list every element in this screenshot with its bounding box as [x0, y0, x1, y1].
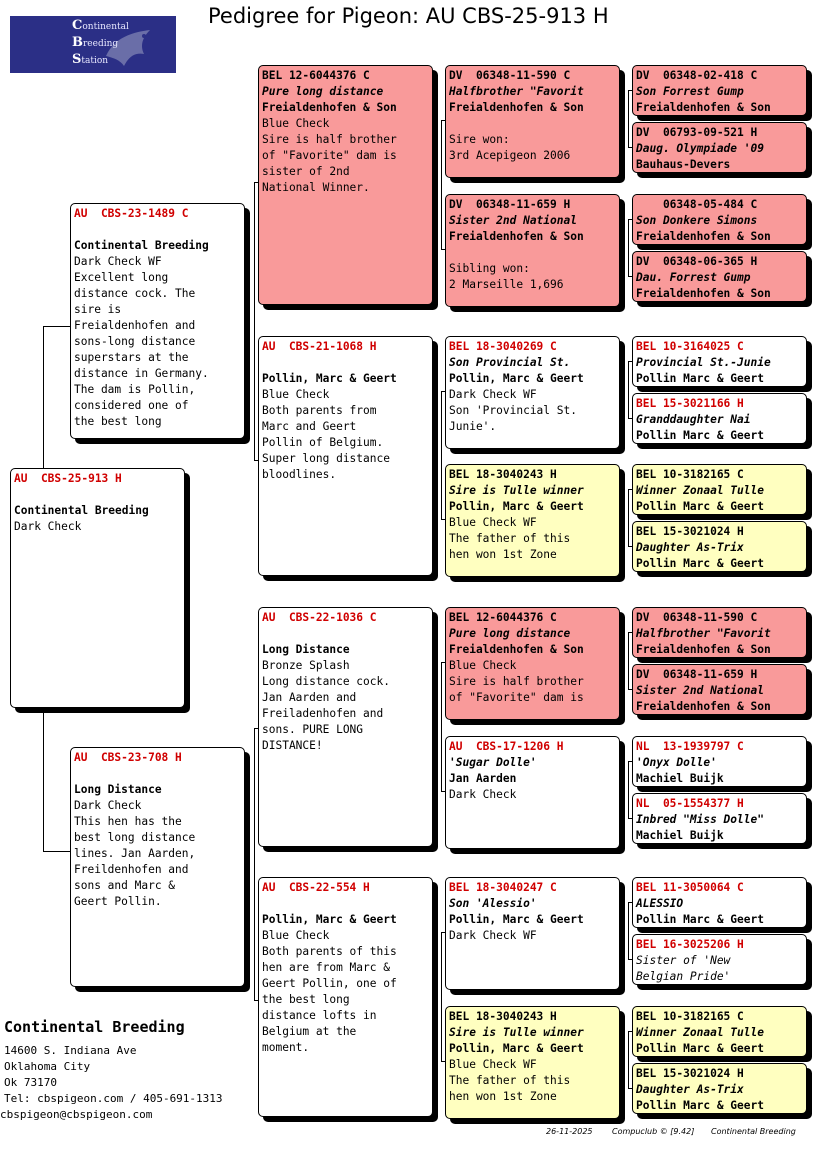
pigeon-info-line: 'Onyx Dolle'	[636, 756, 717, 769]
pigeon-info-line: Blue Check WF	[449, 1058, 537, 1071]
ring-number: AU CBS-22-554 H	[262, 881, 370, 894]
pigeon-info-line: Bronze Splash	[262, 659, 350, 672]
pigeon-info-line: sons-long distance	[74, 335, 196, 348]
ring-number: AU CBS-22-1036 C	[262, 611, 377, 624]
pigeon-info-line: Dark Check WF	[449, 929, 537, 942]
logo-cap-2: B	[72, 35, 83, 50]
pigeon-info-line: Freialdenhofen & Son	[262, 101, 397, 114]
pigeon-card-g4d	[632, 251, 807, 302]
print-date: 26-11-2025	[546, 1127, 593, 1136]
pigeon-info-line: Freialdenhofen & Son	[449, 101, 584, 114]
pigeon-info-line: Son 'Alessio'	[449, 897, 537, 910]
pigeon-info-line: sister of 2nd	[262, 165, 350, 178]
pigeon-info-line: Pure long distance	[262, 85, 384, 98]
ring-number: BEL 10-3164025 C	[636, 340, 744, 353]
pigeon-card-g2d	[258, 877, 433, 1117]
pigeon-info-line: Sire is Tulle winner	[449, 484, 584, 497]
ring-number: DV 06348-06-365 H	[636, 255, 758, 268]
pigeon-info-line: sire is	[74, 303, 122, 316]
ring-number: DV 06348-02-418 C	[636, 69, 758, 82]
ring-number: BEL 12-6044376 C	[262, 69, 370, 82]
ring-number: BEL 18-3040247 C	[449, 881, 557, 894]
club-logo	[10, 16, 176, 73]
ring-number: AU CBS-17-1206 H	[449, 740, 564, 753]
connector-line	[441, 391, 442, 519]
pigeon-card-g4f	[632, 393, 807, 444]
pigeon-info-line: Dark Check	[449, 788, 517, 801]
pigeon-info-line	[449, 116, 616, 132]
pigeon-info-line: Son Donkere Simons	[636, 214, 758, 227]
pigeon-info-line: The dam is Pollin,	[74, 383, 196, 396]
pigeon-info-line: bloodlines.	[262, 468, 337, 481]
program-name: Compuclub © [9.42]	[612, 1127, 695, 1136]
connector-line	[628, 489, 629, 546]
pigeon-info-line: Sibling won:	[449, 262, 530, 275]
pigeon-card-g4i	[632, 607, 807, 658]
pigeon-info-line: hen won 1st Zone	[449, 548, 557, 561]
ring-number: DV 06348-11-659 H	[636, 668, 758, 681]
pigeon-card-g4a	[632, 65, 807, 116]
connector-line	[43, 326, 44, 468]
connector-line	[628, 219, 629, 276]
pigeon-info-line: Pollin, Marc & Geert	[262, 372, 397, 385]
pigeon-info-line: Geert Pollin, one of	[262, 977, 397, 990]
pigeon-card-g4l	[632, 793, 807, 844]
pigeon-info-line: Son 'Provincial St.	[449, 404, 577, 417]
ring-number: BEL 18-3040243 H	[449, 1010, 557, 1023]
pigeon-info-line: hen won 1st Zone	[449, 1090, 557, 1103]
pigeon-info-line: This hen has the	[74, 815, 182, 828]
pigeon-info-line: Freialdenhofen & Son	[636, 643, 771, 656]
footer-owner: Continental Breeding	[711, 1127, 796, 1136]
ring-number: AU CBS-23-708 H	[74, 751, 182, 764]
pigeon-info-line: sons. PURE LONG	[262, 723, 364, 736]
pigeon-info-line: Provincial St.-Junie	[636, 356, 771, 369]
pigeon-info-line: superstars at the	[74, 351, 189, 364]
connector-line	[628, 761, 629, 818]
pigeon-card-g4c	[632, 194, 807, 245]
ring-number: BEL 18-3040243 H	[449, 468, 557, 481]
page-title: Pedigree for Pigeon: AU CBS-25-913 H	[208, 4, 609, 28]
pigeon-info-line: Pollin Marc & Geert	[636, 557, 764, 570]
ring-number: BEL 12-6044376 C	[449, 611, 557, 624]
pigeon-info-line: Freildenhofen and	[74, 863, 189, 876]
pigeon-info-line: ALESSIO	[636, 897, 684, 910]
pigeon-card-g4k	[632, 736, 807, 787]
pigeon-info-line: Dark Check	[74, 799, 142, 812]
pigeon-info-line: Sister 2nd National	[449, 214, 577, 227]
connector-line	[254, 182, 255, 322]
pigeon-card-g2b	[258, 336, 433, 576]
pigeon-info-line: Freiladenhofen and	[262, 707, 384, 720]
pigeon-info-line: Sister 2nd National	[636, 684, 764, 697]
pigeon-info-line: Blue Check	[262, 117, 330, 130]
ring-number: BEL 10-3182165 C	[636, 468, 744, 481]
pigeon-card-g4j	[632, 664, 807, 715]
ring-number: BEL 18-3040269 C	[449, 340, 557, 353]
logo-word-2: reeding	[83, 39, 119, 49]
pigeon-info-line: Sister of 'New	[636, 954, 731, 967]
pigeon-card-g4p	[632, 1063, 807, 1114]
pigeon-info-line: Daug. Olympiade '09	[636, 142, 764, 155]
pigeon-info-line: moment.	[262, 1041, 310, 1054]
ring-number: 06348-05-484 C	[636, 198, 758, 211]
pigeon-info-line: Freialdenhofen & Son	[636, 230, 771, 243]
pigeon-info-line: Pollin, Marc & Geert	[449, 500, 584, 513]
pigeon-info-line: Bauhaus-Devers	[636, 158, 731, 171]
connector-line	[254, 322, 255, 460]
pigeon-info-line: Belgian Pride'	[636, 970, 731, 983]
ring-number: DV 06793-09-521 H	[636, 126, 758, 139]
pigeon-info-line: Pollin Marc & Geert	[636, 1042, 764, 1055]
pigeon-info-line: Daughter As-Trix	[636, 1083, 744, 1096]
pigeon-info-line: Blue Check	[262, 929, 330, 942]
connector-line	[441, 120, 442, 249]
pigeon-info-line: Winner Zonaal Tulle	[636, 484, 764, 497]
logo-word-1: ontinental	[82, 22, 129, 32]
pigeon-info-line: Sire is half brother	[262, 133, 397, 146]
pigeon-info-line: Pollin Marc & Geert	[636, 372, 764, 385]
pigeon-card-g4n	[632, 934, 807, 985]
pigeon-info-line: Continental Breeding	[74, 239, 209, 252]
pigeon-card-g2a	[258, 65, 433, 305]
pigeon-info-line: Dau. Forrest Gump	[636, 271, 751, 284]
pigeon-card-g1d	[70, 747, 245, 987]
pigeon-card-g3b	[445, 194, 620, 307]
pigeon-info-line: Blue Check	[449, 659, 517, 672]
pigeon-info-line: Sire is Tulle winner	[449, 1026, 584, 1039]
pigeon-info-line: Pure long distance	[449, 627, 571, 640]
ring-number: DV 06348-11-590 C	[449, 69, 571, 82]
logo-word-3: tation	[81, 56, 109, 66]
logo-cap-1: C	[72, 18, 83, 33]
pigeon-info-line: Continental Breeding	[14, 504, 149, 517]
connector-line	[628, 902, 629, 959]
pigeon-info-line: Pollin Marc & Geert	[636, 1099, 764, 1112]
pigeon-info-line: Pollin, Marc & Geert	[449, 1042, 584, 1055]
pigeon-info-line: National Winner.	[262, 181, 370, 194]
pigeon-card-g1s	[70, 203, 245, 439]
pigeon-info-line: Both parents from	[262, 404, 377, 417]
telephone: Tel: cbspigeon.com / 405-691-1313	[4, 1092, 223, 1105]
pigeon-info-line: Belgium at the	[262, 1025, 357, 1038]
pigeon-info-line: Freialdenhofen & Son	[449, 230, 584, 243]
pigeon-info-line: considered one of	[74, 399, 189, 412]
pigeon-info-line: Dark Check	[14, 520, 82, 533]
connector-line	[441, 662, 442, 791]
pigeon-info-line: distance lofts in	[262, 1009, 377, 1022]
breeder-name: Continental Breeding	[4, 1018, 185, 1036]
pigeon-info-line: lines. Jan Aarden,	[74, 847, 196, 860]
pigeon-info-line: Winner Zonaal Tulle	[636, 1026, 764, 1039]
connector-line	[628, 90, 629, 147]
connector-line	[43, 708, 44, 851]
pigeon-info-line: The father of this	[449, 1074, 571, 1087]
pigeon-info-line: The father of this	[449, 532, 571, 545]
pigeon-info-line: distance cock. The	[74, 287, 196, 300]
pigeon-info-line: of "Favorite" dam is	[449, 691, 584, 704]
pigeon-info-line: Super long distance	[262, 452, 390, 465]
pigeon-info-line: 'Sugar Dolle'	[449, 756, 537, 769]
ring-number: BEL 10-3182165 C	[636, 1010, 744, 1023]
pigeon-info-line: Long Distance	[262, 643, 350, 656]
ring-number: BEL 11-3050064 C	[636, 881, 744, 894]
pigeon-card-g0	[10, 468, 185, 708]
pigeon-info-line: Freialdenhofen and	[74, 319, 196, 332]
pigeon-info-line: Geert Pollin.	[74, 895, 162, 908]
pigeon-info-line: the best long	[74, 415, 162, 428]
pigeon-info-line: Halfbrother "Favorit	[636, 627, 771, 640]
connector-line	[628, 361, 629, 418]
pigeon-info-line	[449, 245, 616, 261]
address-line-1: 14600 S. Indiana Ave	[4, 1044, 137, 1057]
pigeon-info-line: Daughter As-Trix	[636, 541, 744, 554]
pigeon-info-line: Jan Aarden and	[262, 691, 357, 704]
pigeon-info-line: Dark Check WF	[74, 255, 162, 268]
ring-number: BEL 15-3021024 H	[636, 525, 744, 538]
pigeon-info-line	[262, 355, 429, 371]
pigeon-info-line: Sire is half brother	[449, 675, 584, 688]
ring-number: AU CBS-21-1068 H	[262, 340, 377, 353]
pigeon-info-line: Pollin Marc & Geert	[636, 500, 764, 513]
pigeon-info-line: Halfbrother "Favorit	[449, 85, 584, 98]
pigeon-info-line: Son Provincial St.	[449, 356, 571, 369]
pigeon-info-line: Freialdenhofen & Son	[636, 101, 771, 114]
pigeon-info-line	[74, 766, 241, 782]
pigeon-card-g4o	[632, 1006, 807, 1057]
pigeon-info-line: Sire won:	[449, 133, 510, 146]
pigeon-info-line: Junie'.	[449, 420, 497, 433]
address-line-3: Ok 73170	[4, 1076, 57, 1089]
pigeon-card-g3f	[445, 736, 620, 849]
pigeon-info-line: Granddaughter Nai	[636, 413, 751, 426]
ring-number: NL 13-1939797 C	[636, 740, 744, 753]
pigeon-info-line: Freialdenhofen & Son	[449, 643, 584, 656]
pigeon-card-g4h	[632, 521, 807, 572]
pigeon-info-line: Blue Check	[262, 388, 330, 401]
pigeon-info-line: Freialdenhofen & Son	[636, 287, 771, 300]
ring-number: NL 05-1554377 H	[636, 797, 744, 810]
pigeon-info-line: Both parents of this	[262, 945, 397, 958]
pigeon-info-line: sons and Marc &	[74, 879, 176, 892]
pigeon-card-g4e	[632, 336, 807, 387]
pigeon-info-line: Pollin Marc & Geert	[636, 913, 764, 926]
connector-line	[43, 851, 70, 852]
pigeon-info-line: hen are from Marc &	[262, 961, 390, 974]
pigeon-info-line: Excellent long	[74, 271, 169, 284]
address-line-2: Oklahoma City	[4, 1060, 91, 1073]
ring-number: BEL 16-3025206 H	[636, 938, 744, 951]
pigeon-info-line: distance in Germany.	[74, 367, 209, 380]
pigeon-info-line: of "Favorite" dam is	[262, 149, 397, 162]
pigeon-info-line: the best long	[262, 993, 350, 1006]
connector-line	[628, 1031, 629, 1088]
pigeon-card-g3g	[445, 877, 620, 990]
pigeon-info-line: Machiel Buijk	[636, 772, 724, 785]
pigeon-info-line	[262, 626, 429, 642]
pigeon-info-line: Blue Check WF	[449, 516, 537, 529]
pigeon-card-g3e	[445, 607, 620, 720]
pigeon-info-line: Son Forrest Gump	[636, 85, 744, 98]
pigeon-card-g3c	[445, 336, 620, 449]
pigeon-info-line: Freialdenhofen & Son	[636, 700, 771, 713]
connector-line	[254, 728, 255, 868]
ring-number: AU CBS-25-913 H	[14, 472, 122, 485]
pigeon-info-line: Long distance cock.	[262, 675, 390, 688]
pigeon-info-line	[74, 222, 241, 238]
pigeon-info-line: DISTANCE!	[262, 739, 323, 752]
ring-number: BEL 15-3021024 H	[636, 1067, 744, 1080]
pigeon-info-line: Pollin Marc & Geert	[636, 429, 764, 442]
ring-number: BEL 15-3021166 H	[636, 397, 744, 410]
pigeon-info-line: Jan Aarden	[449, 772, 517, 785]
pigeon-card-g3h	[445, 1006, 620, 1119]
ring-number: AU CBS-23-1489 C	[74, 207, 189, 220]
pigeon-info-line: Pollin, Marc & Geert	[449, 913, 584, 926]
pigeon-info-line	[14, 487, 181, 503]
connector-line	[43, 326, 70, 327]
connector-line	[628, 632, 629, 689]
pigeon-info-line: Dark Check WF	[449, 388, 537, 401]
pigeon-info-line: Long Distance	[74, 783, 162, 796]
pigeon-card-g3d	[445, 464, 620, 577]
pigeon-info-line: 3rd Acepigeon 2006	[449, 149, 571, 162]
pigeon-card-g2c	[258, 607, 433, 847]
pigeon-info-line: Machiel Buijk	[636, 829, 724, 842]
pigeon-info-line: Pollin of Belgium.	[262, 436, 384, 449]
connector-line	[254, 868, 255, 1000]
ring-number: DV 06348-11-590 C	[636, 611, 758, 624]
connector-line	[441, 932, 442, 1061]
pigeon-info-line: Marc and Geert	[262, 420, 357, 433]
email: cbspigeon@cbspigeon.com	[0, 1108, 153, 1121]
pigeon-card-g4b	[632, 122, 807, 173]
pigeon-info-line	[262, 896, 429, 912]
pigeon-info-line: best long distance	[74, 831, 196, 844]
pigeon-info-line: Pollin, Marc & Geert	[262, 913, 397, 926]
pigeon-card-g4g	[632, 464, 807, 515]
logo-cap-3: S	[72, 52, 82, 67]
pigeon-info-line: 2 Marseille 1,696	[449, 278, 564, 291]
pigeon-card-g3a	[445, 65, 620, 178]
pigeon-info-line: Inbred "Miss Dolle"	[636, 813, 764, 826]
pigeon-card-g4m	[632, 877, 807, 928]
pigeon-info-line: Pollin, Marc & Geert	[449, 372, 584, 385]
ring-number: DV 06348-11-659 H	[449, 198, 571, 211]
